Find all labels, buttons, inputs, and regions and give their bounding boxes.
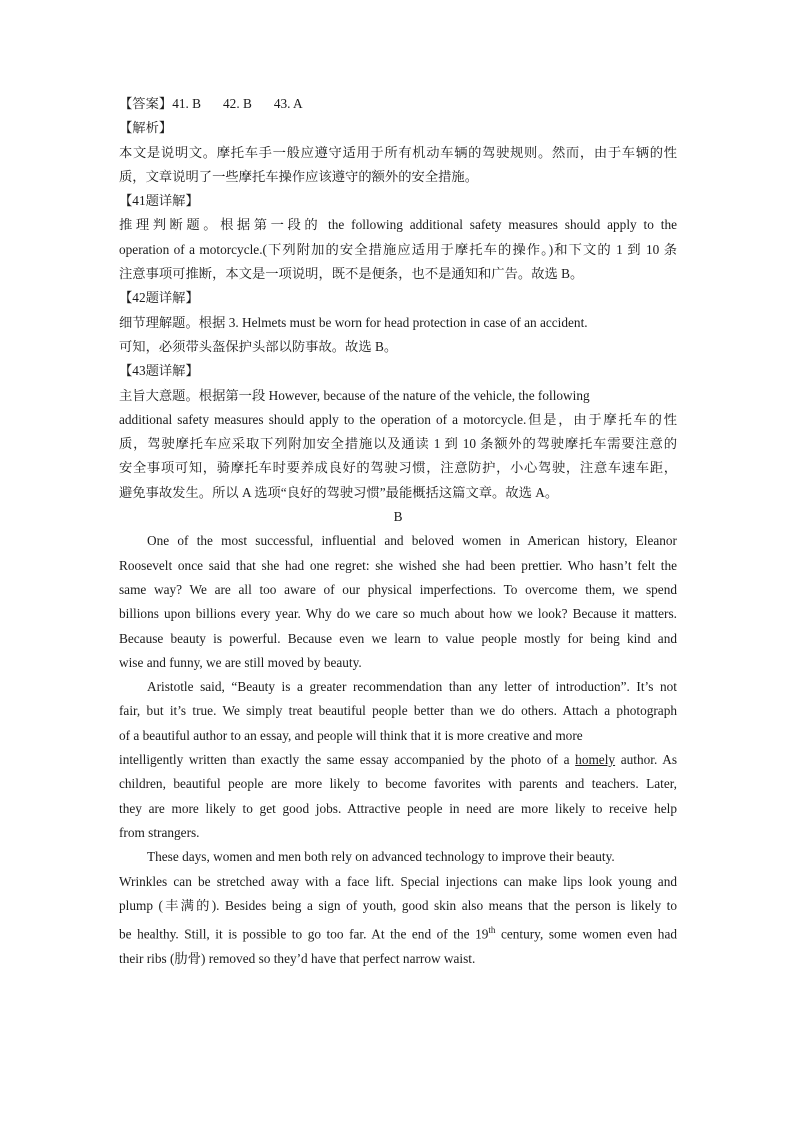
analysis-header: 【解析】 — [119, 120, 173, 136]
passage-line: One of the most successful, influential and beloved women in American history, Eleanor — [147, 533, 677, 549]
passage-line: fair, but it’s true. We simply treat beautiful people better than we do others. Attach a photograph — [119, 703, 677, 719]
passage-text: century, some women even had — [495, 926, 677, 942]
passage-line: their ribs (肋骨) removed so they’d have that perfect narrow waist. — [119, 950, 476, 966]
q43-line: additional safety measures should apply to the operation of a motorcycle.但是，由于摩托车的性 — [119, 411, 677, 427]
passage-line: of a beautiful author to an essay, and people will think that it is more creative and more — [119, 727, 583, 743]
passage-line: Aristotle said, “Beauty is a greater recommendation than any letter of introduction”. It’s not — [147, 679, 677, 695]
passage-line: Because beauty is powerful. Because even we learn to value people mostly for being kind and — [119, 630, 677, 646]
passage-text: author. As — [620, 752, 678, 768]
section-letter: B — [393, 509, 403, 525]
passage-line: from strangers. — [119, 824, 200, 840]
q43-line: 安全事项可知，骑摩托车时要养成良好的驾驶习惯，注意防护，小心驾驶，注意车速车距， — [119, 460, 677, 476]
q41-line: 推理判断题。根据第一段的 the following additional safety measures should apply to the — [119, 217, 677, 233]
passage-line: wise and funny, we are still moved by beauty. — [119, 654, 362, 670]
answer-line — [119, 92, 677, 116]
passage-line: plump (丰满的). Besides being a sign of youth, good skin also means that the person is likely to — [119, 897, 677, 913]
answer-42: 42. B — [223, 96, 252, 111]
answer-43: 43. A — [273, 96, 303, 111]
q42-header: 【42题详解】 — [119, 290, 199, 306]
q43-line: 主旨大意题。根据第一段 However, because of the nature of the vehicle, the following — [119, 387, 590, 403]
passage-text: intelligently written than exactly the same essay accompanied by the photo of a — [119, 752, 570, 768]
analysis-line: 本文是说明文。摩托车手一般应遵守适用于所有机动车辆的驾驶规则。然而，由于车辆的性 — [119, 144, 677, 160]
q43-header: 【43题详解】 — [119, 363, 199, 379]
superscript-th: th — [488, 925, 496, 936]
passage-text: be healthy. Still, it is possible to go too far. At the end of the 19 — [119, 926, 489, 942]
q41-line: 注意事项可推断，本文是一项说明，既不是便条，也不是通知和广告。故选 B。 — [119, 266, 584, 282]
passage-line: These days, women and men both rely on advanced technology to improve their beauty. — [147, 849, 615, 865]
passage-line: billions upon billions every year. Why do we care so much about how we look? Because it matters. — [119, 606, 677, 622]
passage-line: children, beautiful people are more likely to become favorites with parents and teachers. Later, — [119, 776, 677, 792]
q43-line: 避免事故发生。所以 A 选项“良好的驾驶习惯”最能概括这篇文章。故选 A。 — [119, 484, 559, 500]
q41-line: operation of a motorcycle.(下列附加的安全措施应适用于摩托车的操作。)和下文的 1 到 10 条 — [119, 241, 677, 257]
answer-label: 【答案】 — [119, 96, 173, 111]
q41-header: 【41题详解】 — [119, 193, 199, 209]
passage-line: Wrinkles can be stretched away with a face lift. Special injections can make lips look young and — [119, 873, 677, 889]
q42-line: 可知，必须带头盔保护头部以防事故。故选 B。 — [119, 338, 398, 354]
underlined-word: homely — [575, 752, 616, 768]
q42-line: 细节理解题。根据 3. Helmets must be worn for head protection in case of an accident. — [119, 314, 588, 330]
answer-41: 41. B — [172, 96, 202, 111]
analysis-line: 质，文章说明了一些摩托车操作应该遵守的额外的安全措施。 — [119, 168, 479, 184]
passage-line: Roosevelt once said that she had one regret: she wished she had been prettier. Who hasn’t felt the — [119, 557, 677, 573]
q43-line: 质，驾驶摩托车应采取下列附加安全措施以及通读 1 到 10 条额外的驾驶摩托车需要注意的 — [119, 436, 677, 452]
document-page — [119, 92, 677, 971]
passage-line: they are more likely to get good jobs. Attractive people in need are more likely to receive help — [119, 800, 677, 816]
passage-line — [119, 748, 677, 772]
passage-line — [119, 918, 677, 947]
passage-line: same way? We are all too aware of our physical imperfections. To overcome them, we spend — [119, 581, 677, 597]
